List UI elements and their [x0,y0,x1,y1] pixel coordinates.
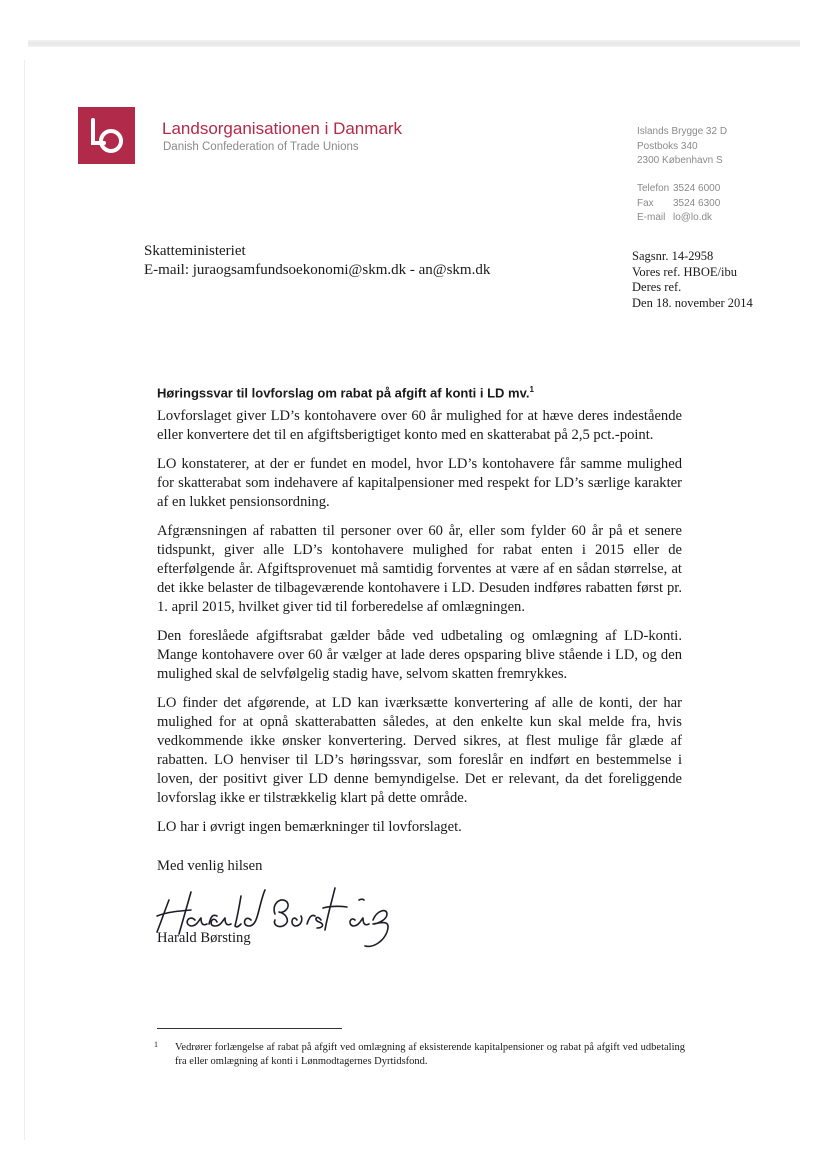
signatory-name: Harald Børsting [157,930,251,947]
recipient-name: Skatteministeriet [144,243,246,259]
subject-text: Høringssvar til lovforslag om rabat på afgift af konti i LD mv. [157,385,530,401]
footnote [154,1040,685,1069]
your-reference: Deres ref. [632,280,682,294]
contact-label: E-mail [637,212,666,223]
paragraph: Den foreslåede afgiftsrabat gælder både ved udbetaling og omlægning af LD-konti. Mange kontohavere over 60 år vælger at lade deres opsparing blive stående i LD, og den mulighed skal de selvfølgelig stadig have, selvom skatten fremrykkes. [157,628,682,683]
case-number: Sagsnr. 14-2958 [632,249,714,263]
org-name: Landsorganisationen i Danmark [162,119,403,138]
paragraph: LO konstaterer, at der er fundet en model, hvor LD’s kontohavere får samme mulighed for skatterabat som indehavere af kapitalpensioner med respekt for LD’s særlige karakter af en lukket pensionsordning. [157,456,682,511]
contact-email [637,211,720,226]
org-subtitle: Danish Confederation of Trade Unions [163,141,359,153]
footnote-text: Vedrører forlængelse af rabat på afgift ved omlægning af eksisterende kapitalpensioner og rabat på afgift ved udbetaling fra eller omlægning af konti i Lønmodtagernes Dyrtidsfond. [175,1042,685,1067]
contact-fax [637,197,720,212]
paragraph: Afgrænsningen af rabatten til personer over 60 år, eller som fylder 60 år på et senere tidspunkt, giver alle LD’s kontohavere mulighed for rabat enten i 2015 eller de efterfølgende år. Afgiftsprovenuet må samtidig forventes at være af en sådan størrelse, at det ikke belaster de tilbageværende kontohavere i LD. Desuden indføres rabatten først pr. 1. april 2015, hvilket giver tid til forberedelse af omlægningen. [157,523,682,616]
paragraph: LO finder det afgørende, at LD kan iværksætte konvertering af alle de konti, der har mulighed for at opnå skatterabatten således, at den enkelte kun skal melde fra, hvis vedkommende ikke ønsker konvertering. Derved sikres, at flest mulige får glæde af rabatten. LO henviser til LD’s høringssvar, som foreslår en indført en bestemmelse i loven, der positivt giver LD denne bemyndigelse. Det er relevant, da det foreliggende lovforslag ikke er tilstrækkelig klart på dette område. [157,695,682,807]
contact-label: Telefon [637,183,670,194]
subject-footnote-mark: 1 [529,385,534,394]
recipient-email: E-mail: juraogsamfundsoekonomi@skm.dk - an@skm.dk [144,262,491,278]
address-line: Postboks 340 [637,140,698,152]
scan-left-edge [24,60,25,1140]
our-reference: Vores ref. HBOE/ibu [632,264,737,279]
footnote-divider [157,1028,342,1029]
scan-edge-artifact [28,40,800,47]
contact-phone [637,182,720,197]
contact-value: lo@lo.dk [673,212,713,223]
contact-value: 3524 6300 [673,197,721,209]
paragraph: Lovforslaget giver LD’s kontohavere over 60 år mulighed for at hæve deres indestående eller konvertere det til en afgiftsberigtiget konto med en skatterabat på 2,5 pct.-point. [157,408,682,444]
letter-subject [157,385,682,400]
org-contact [637,182,720,226]
lo-logo-mark [78,107,135,164]
reference-block [632,249,753,311]
contact-value: 3524 6000 [673,183,721,194]
letter-date: Den 18. november 2014 [632,295,753,310]
letter-body [157,385,682,947]
paragraph: LO har i øvrigt ingen bemærkninger til lovforslaget. [157,819,462,836]
lo-logo [78,107,135,164]
org-address [637,125,727,169]
address-line: 2300 København S [637,155,723,166]
contact-label: Fax [637,197,654,209]
address-line: Islands Brygge 32 D [637,126,728,137]
recipient-block [144,242,490,280]
footnote-number: 1 [154,1040,158,1049]
closing-phrase: Med venlig hilsen [157,858,263,875]
